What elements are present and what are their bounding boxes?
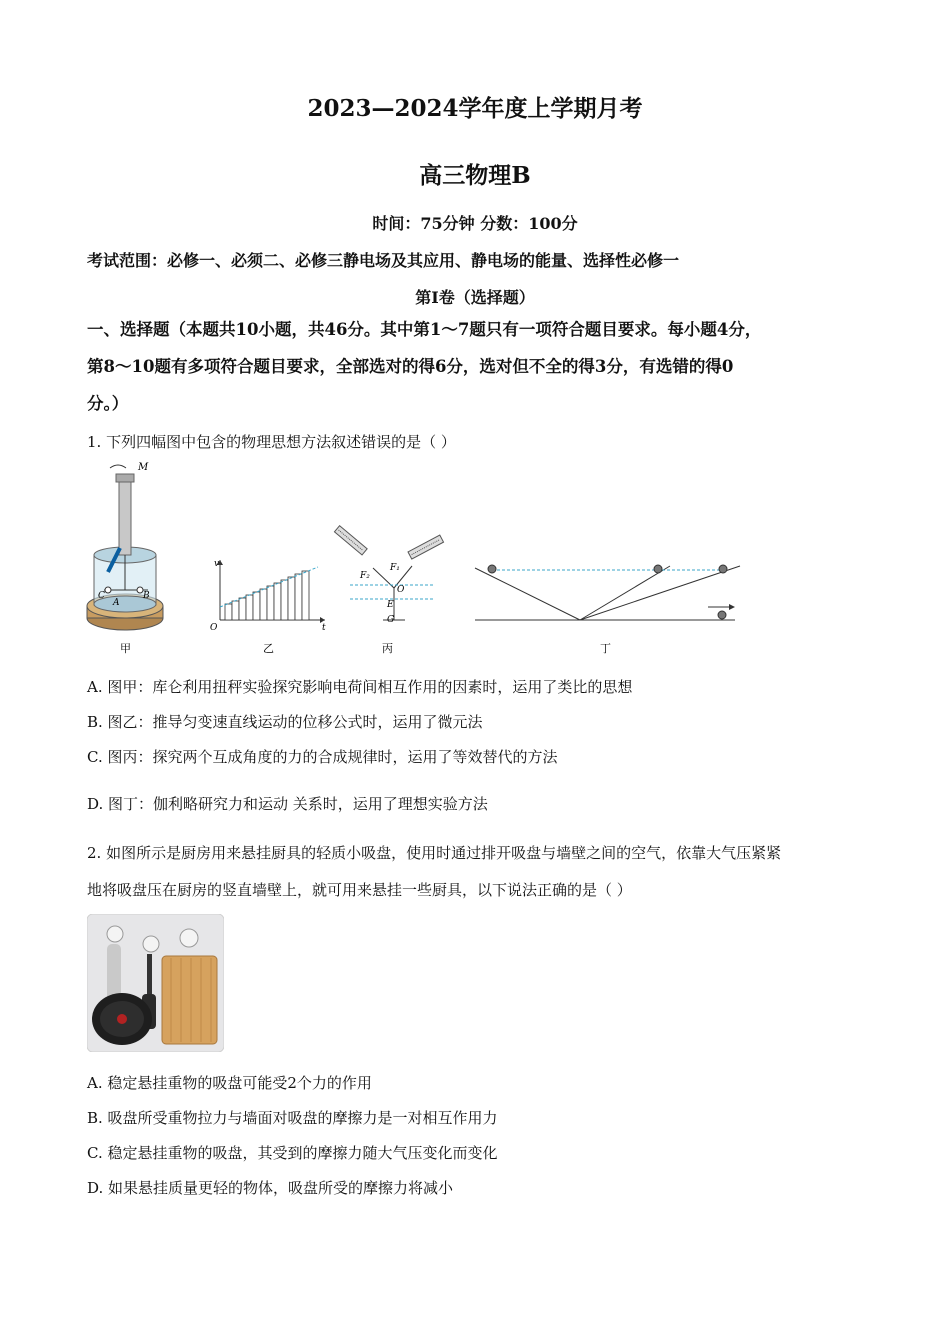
q1-option-a: A. 图甲：库仑利用扭秤实验探究影响电荷间相互作用的因素时，运用了类比的思想 <box>87 678 633 696</box>
caption-jia: 甲 <box>120 642 131 655</box>
label-A: A <box>113 598 120 608</box>
q2-stem-line2: 地将吸盘压在厨房的竖直墙壁上，就可用来悬挂一些厨具，以下说法正确的是（ ） <box>87 881 632 899</box>
label-O2: O <box>397 585 405 595</box>
label-F2: F₂ <box>360 571 370 581</box>
suction-cup-photo <box>87 914 224 1052</box>
label-v: v <box>214 559 220 569</box>
q2-option-b: B. 吸盘所受重物拉力与墙面对吸盘的摩擦力是一对相互作用力 <box>87 1109 498 1127</box>
vt-graph-figure <box>210 559 326 633</box>
torsion-balance-figure <box>87 462 163 630</box>
q1-option-d: D. 图丁：伽利略研究力和运动 关系时，运用了理想实验方法 <box>87 795 488 813</box>
caption-yi: 乙 <box>263 642 274 655</box>
q2-stem-line1: 2. 如图所示是厨房用来悬挂厨具的轻质小吸盘，使用时通过排开吸盘与墙壁之间的空气，依靠大气压紧紧 <box>87 844 782 862</box>
section-heading <box>87 311 877 422</box>
q1-stem: 1. 下列四幅图中包含的物理思想方法叙述错误的是（ ） <box>87 433 456 451</box>
section-heading-line: 分。） <box>87 394 129 413</box>
galileo-planes-figure <box>475 565 740 620</box>
label-C: C <box>98 591 105 601</box>
exam-scope: 考试范围：必修一、必须二、必修三静电场及其应用、静电场的能量、选择性必修一 <box>87 251 680 270</box>
q2-option-d: D. 如果悬挂质量更轻的物体，吸盘所受的摩擦力将减小 <box>87 1179 454 1197</box>
q2-option-c: C. 稳定悬挂重物的吸盘，其受到的摩擦力随大气压变化而变化 <box>87 1144 498 1162</box>
label-G: G <box>387 615 395 625</box>
label-t: t <box>322 623 326 633</box>
label-M: M <box>138 462 149 473</box>
volume-heading: 第I卷（选择题） <box>415 288 535 307</box>
q1-option-b: B. 图乙：推导匀变速直线运动的位移公式时，运用了微元法 <box>87 713 483 731</box>
label-O: O <box>210 623 218 633</box>
q1-option-c: C. 图丙：探究两个互成角度的力的合成规律时，运用了等效替代的方法 <box>87 748 558 766</box>
caption-ding: 丁 <box>600 642 611 655</box>
force-composition-figure <box>334 526 443 625</box>
label-E: E <box>387 600 394 610</box>
exam-title: 2023—2024学年度上学期月考 <box>307 95 643 122</box>
exam-subtitle: 高三物理B <box>419 162 531 189</box>
q2-option-a: A. 稳定悬挂重物的吸盘可能受2个力的作用 <box>87 1074 372 1092</box>
time-score: 时间：75分钟 分数：100分 <box>372 214 578 233</box>
q1-figures <box>80 460 760 660</box>
section-heading-line: 第8～10题有多项符合题目要求，全部选对的得6分，选对但不全的得3分，有选错的得0 <box>87 357 734 376</box>
section-heading-line: 一、选择题（本题共10小题，共46分。其中第1～7题只有一项符合题目要求。每小题4分， <box>87 320 762 339</box>
label-F1: F₁ <box>390 563 400 573</box>
caption-bing: 丙 <box>382 642 393 655</box>
label-B: B <box>143 591 150 601</box>
